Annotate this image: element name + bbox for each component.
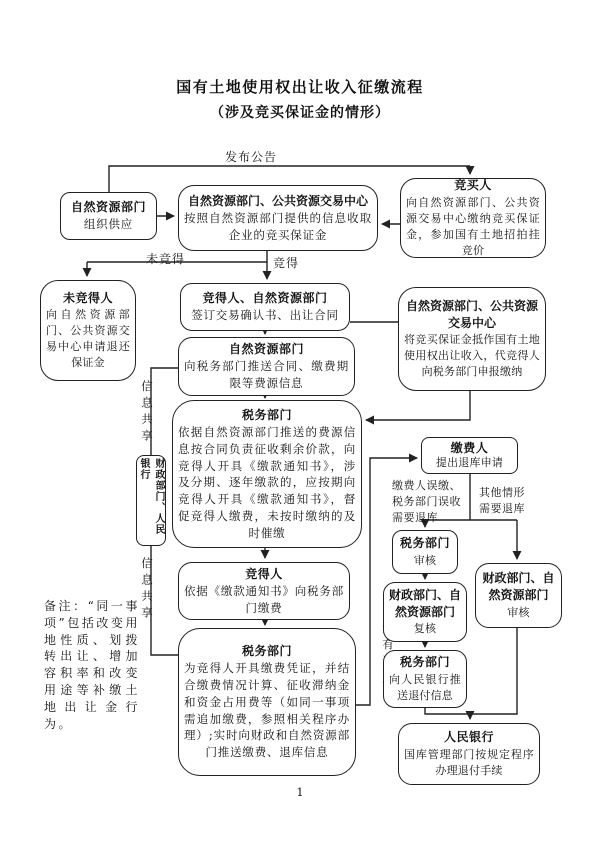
box-fin-nr-recheck [383,582,467,642]
box-org-supply-title: 自然资源部门 [70,199,146,214]
box-winner-pay-title: 竞得人 [245,566,283,581]
box-payer-refund-body: 提出退库申请 [435,456,504,470]
box-tax-collect [172,400,362,548]
box-tax-push-refund-title: 税务部门 [399,655,450,670]
box-winner-pay-body: 依据《缴款通知书》向税务部门缴费 [184,583,344,615]
box-tax-collect-body: 依据自然资源部门推送的费源信息按合同负责征收剩余价款，向竞得人开具《缴款通知书》，涉及分期、逐年缴款的，应按期向竞得人开具《缴款通知书》，督促竞得人缴费，未按时缴纳的及时催缴 [178,424,356,540]
page-number: 1 [296,786,304,799]
box-push-fee-info [178,337,355,396]
label-info-share-top: 信息共享 [140,380,154,446]
box-deposit-offset-body: 将竞买保证金抵作国有土地使用权出让收入，代竞得人向税务部门申报缴纳 [404,333,540,379]
box-sign-contract [180,283,350,331]
box-pboc-title: 人民银行 [443,730,494,745]
box-non-winner [40,280,136,381]
box-sign-contract-title: 竞得人、自然资源部门 [202,290,328,305]
box-deposit-offset-title: 自然资源部门、公共资源交易中心 [405,298,538,330]
box-payer-refund [421,437,518,474]
label-not-won: 未竞得 [146,252,186,266]
box-bidder [400,178,546,258]
page-title: 国有土地使用权出让收入征缴流程 [176,78,424,96]
box-fin-nr-review [475,563,562,628]
box-org-supply-body: 组织供应 [83,217,134,232]
box-tax-push-refund-body: 向人民银行推送退付信息 [389,672,461,702]
box-collect-deposit [178,185,378,251]
box-finance-pboc-title: 财政部门、人民银行 [138,458,164,535]
box-fin-nr-recheck-title: 财政部门、自然资源部门 [389,587,462,619]
box-tax-collect-title: 税务部门 [241,407,292,422]
label-publish-notice: 发布公告 [225,150,278,164]
box-push-fee-info-title: 自然资源部门 [228,342,304,357]
box-bidder-title: 竞买人 [454,178,492,193]
box-tax-review [392,530,458,574]
label-other-cases-refund: 其他情形需要退库 [479,486,525,515]
box-sign-contract-body: 签订交易确认书、出让合同 [191,308,339,323]
box-collect-deposit-body: 按照自然资源部门提供的信息收取企业的竞买保证金 [184,210,372,242]
box-winner-pay [178,562,350,620]
label-mispay-refund: 缴费人误缴、税务部门误收需要退库 [392,479,461,524]
box-org-supply [60,192,157,240]
page-subtitle: （涉及竞买保证金的情形） [210,105,390,121]
box-fin-nr-review-title: 财政部门、自然资源部门 [482,571,555,603]
label-won: 竞得 [273,256,300,270]
box-non-winner-title: 未竞得人 [62,290,113,305]
box-tax-voucher-body: 为竞得人开具缴费凭证，并结合缴费情况计算、征收滞纳金和资金占用费等（如同一事项需追加缴费，参照相关程序办理）;实时向财政和自然资源部门推送缴费、退库信息 [184,661,350,760]
box-payer-refund-title: 缴费人 [450,441,489,456]
box-push-fee-info-body: 向税务部门推送合同、缴费期限等费源信息 [184,359,349,391]
box-fin-nr-recheck-body: 复核 [413,622,437,636]
box-deposit-offset [398,287,546,391]
label-info-share-bottom: 信息共享 [140,557,154,623]
box-fin-nr-review-body: 审核 [507,605,530,619]
box-non-winner-body: 向自然资源部门、公共资源交易中心申请退还保证金 [46,308,130,370]
box-tax-review-body: 审核 [413,553,437,567]
box-tax-voucher-title: 税务部门 [241,643,292,658]
note-text: 备注：“同一事项”包括改变用地性质、划拨转出让、增加容积率和改变用途等补缴土地出让金行为。 [44,599,140,731]
box-collect-deposit-title: 自然资源部门、公共资源交易中心 [187,193,368,208]
box-pboc [398,723,540,785]
box-tax-push-refund [383,650,467,708]
box-pboc-body: 国库管理部门按规定程序办理退付手续 [404,747,534,777]
box-tax-voucher [178,628,356,776]
box-bidder-body: 向自然资源部门、公共资源交易中心缴纳竞买保证金，参加国有土地招拍挂竞价 [406,195,540,257]
box-tax-review-title: 税务部门 [399,536,450,551]
box-finance-pboc [136,455,166,546]
